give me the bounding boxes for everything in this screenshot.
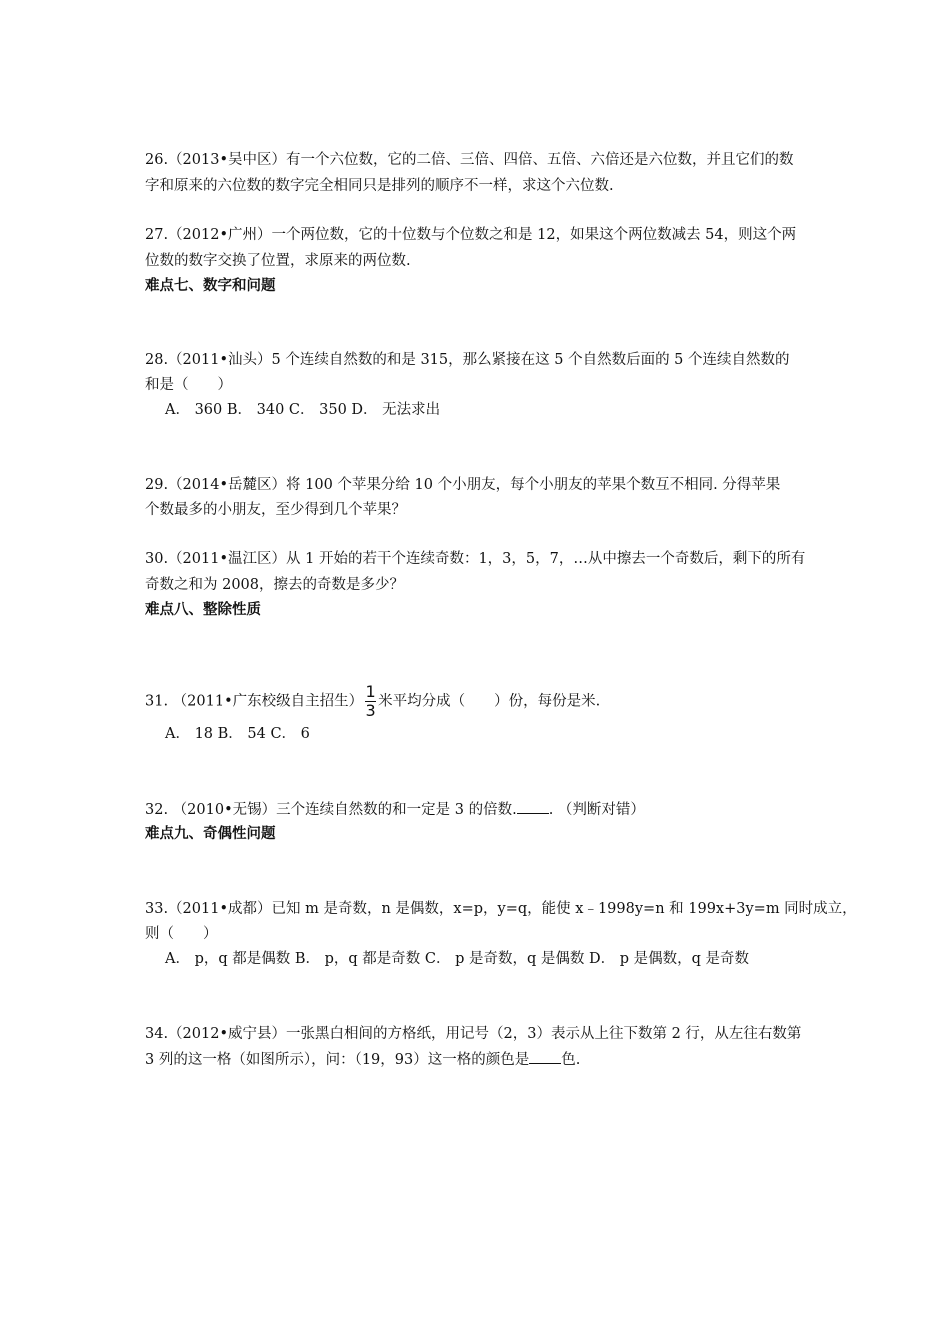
q33-options: A． p，q 都是偶数 B． p，q 都是奇数 C． p 是奇数，q 是偶数 D． p 是偶数，q 是奇数 xyxy=(165,951,750,967)
q29-line1: 29.（2014•岳麓区）将 100 个苹果分给 10 个小朋友，每个小朋友的苹果个数互不相同. 分得苹果 xyxy=(145,477,781,493)
q28-options: A． 360 B． 340 C． 350 D． 无法求出 xyxy=(165,402,441,418)
heading-difficulty-9: 难点九、奇偶性问题 xyxy=(145,826,276,842)
fraction-one-third xyxy=(365,684,376,719)
q30-line1: 30.（2011•温江区）从 1 开始的若干个连续奇数：1，3，5，7，…从中擦去一个奇数后，剩下的所有 xyxy=(145,551,806,567)
q28-line2: 和是（ ） xyxy=(145,377,232,393)
q33-line2: 则（ ） xyxy=(145,926,218,942)
heading-difficulty-7: 难点七、数字和问题 xyxy=(145,278,276,294)
q34-line2-prefix: 3 列的这一格（如图所示），问：（19，93）这一格的颜色是 xyxy=(145,1052,530,1068)
q31-options: A． 18 B． 54 C． 6 xyxy=(165,726,310,742)
q26-line2: 字和原来的六位数的数字完全相同只是排列的顺序不一样，求这个六位数. xyxy=(145,178,614,194)
q32-suffix: . （判断对错） xyxy=(548,802,645,818)
q31-suffix: 米平均分成（ ）份，每份是米. xyxy=(378,693,601,710)
q33-line1: 33.（2011•成都）已知 m 是奇数，n 是偶数，x=p，y=q，能使 x﹣1998y=n 和 199x+3y=m 同时成立， xyxy=(145,901,857,917)
q26-line1: 26.（2013•吴中区）有一个六位数，它的二倍、三倍、四倍、五倍、六倍还是六位数，并且它们的数 xyxy=(145,152,794,168)
q29-line2: 个数最多的小朋友，至少得到几个苹果？ xyxy=(145,502,406,518)
fraction-numerator: 1 xyxy=(365,682,376,701)
answer-blank xyxy=(529,1049,561,1064)
q34-line2-suffix: 色. xyxy=(561,1052,581,1068)
heading-difficulty-8: 难点八、整除性质 xyxy=(145,602,261,618)
q31-line1 xyxy=(145,684,600,719)
q31-prefix: 31. （2011•广东校级自主招生） xyxy=(145,693,364,710)
q28-line1: 28.（2011•汕头）5 个连续自然数的和是 315，那么紧接在这 5 个自然数后面的 5 个连续自然数的 xyxy=(145,352,790,368)
q30-line2: 奇数之和为 2008，擦去的奇数是多少？ xyxy=(145,577,405,593)
q32-line1 xyxy=(145,799,645,820)
q27-line2: 位数的数字交换了位置，求原来的两位数. xyxy=(145,253,411,269)
answer-blank xyxy=(517,799,549,814)
q34-line2 xyxy=(145,1049,580,1070)
q32-prefix: 32. （2010•无锡）三个连续自然数的和一定是 3 的倍数. xyxy=(145,802,517,818)
fraction-denominator: 3 xyxy=(365,701,376,720)
q34-line1: 34.（2012•威宁县）一张黑白相间的方格纸，用记号（2，3）表示从上往下数第 2 行，从左往右数第 xyxy=(145,1026,802,1042)
q27-line1: 27.（2012•广州）一个两位数，它的十位数与个位数之和是 12，如果这个两位数减去 54，则这个两 xyxy=(145,227,797,243)
